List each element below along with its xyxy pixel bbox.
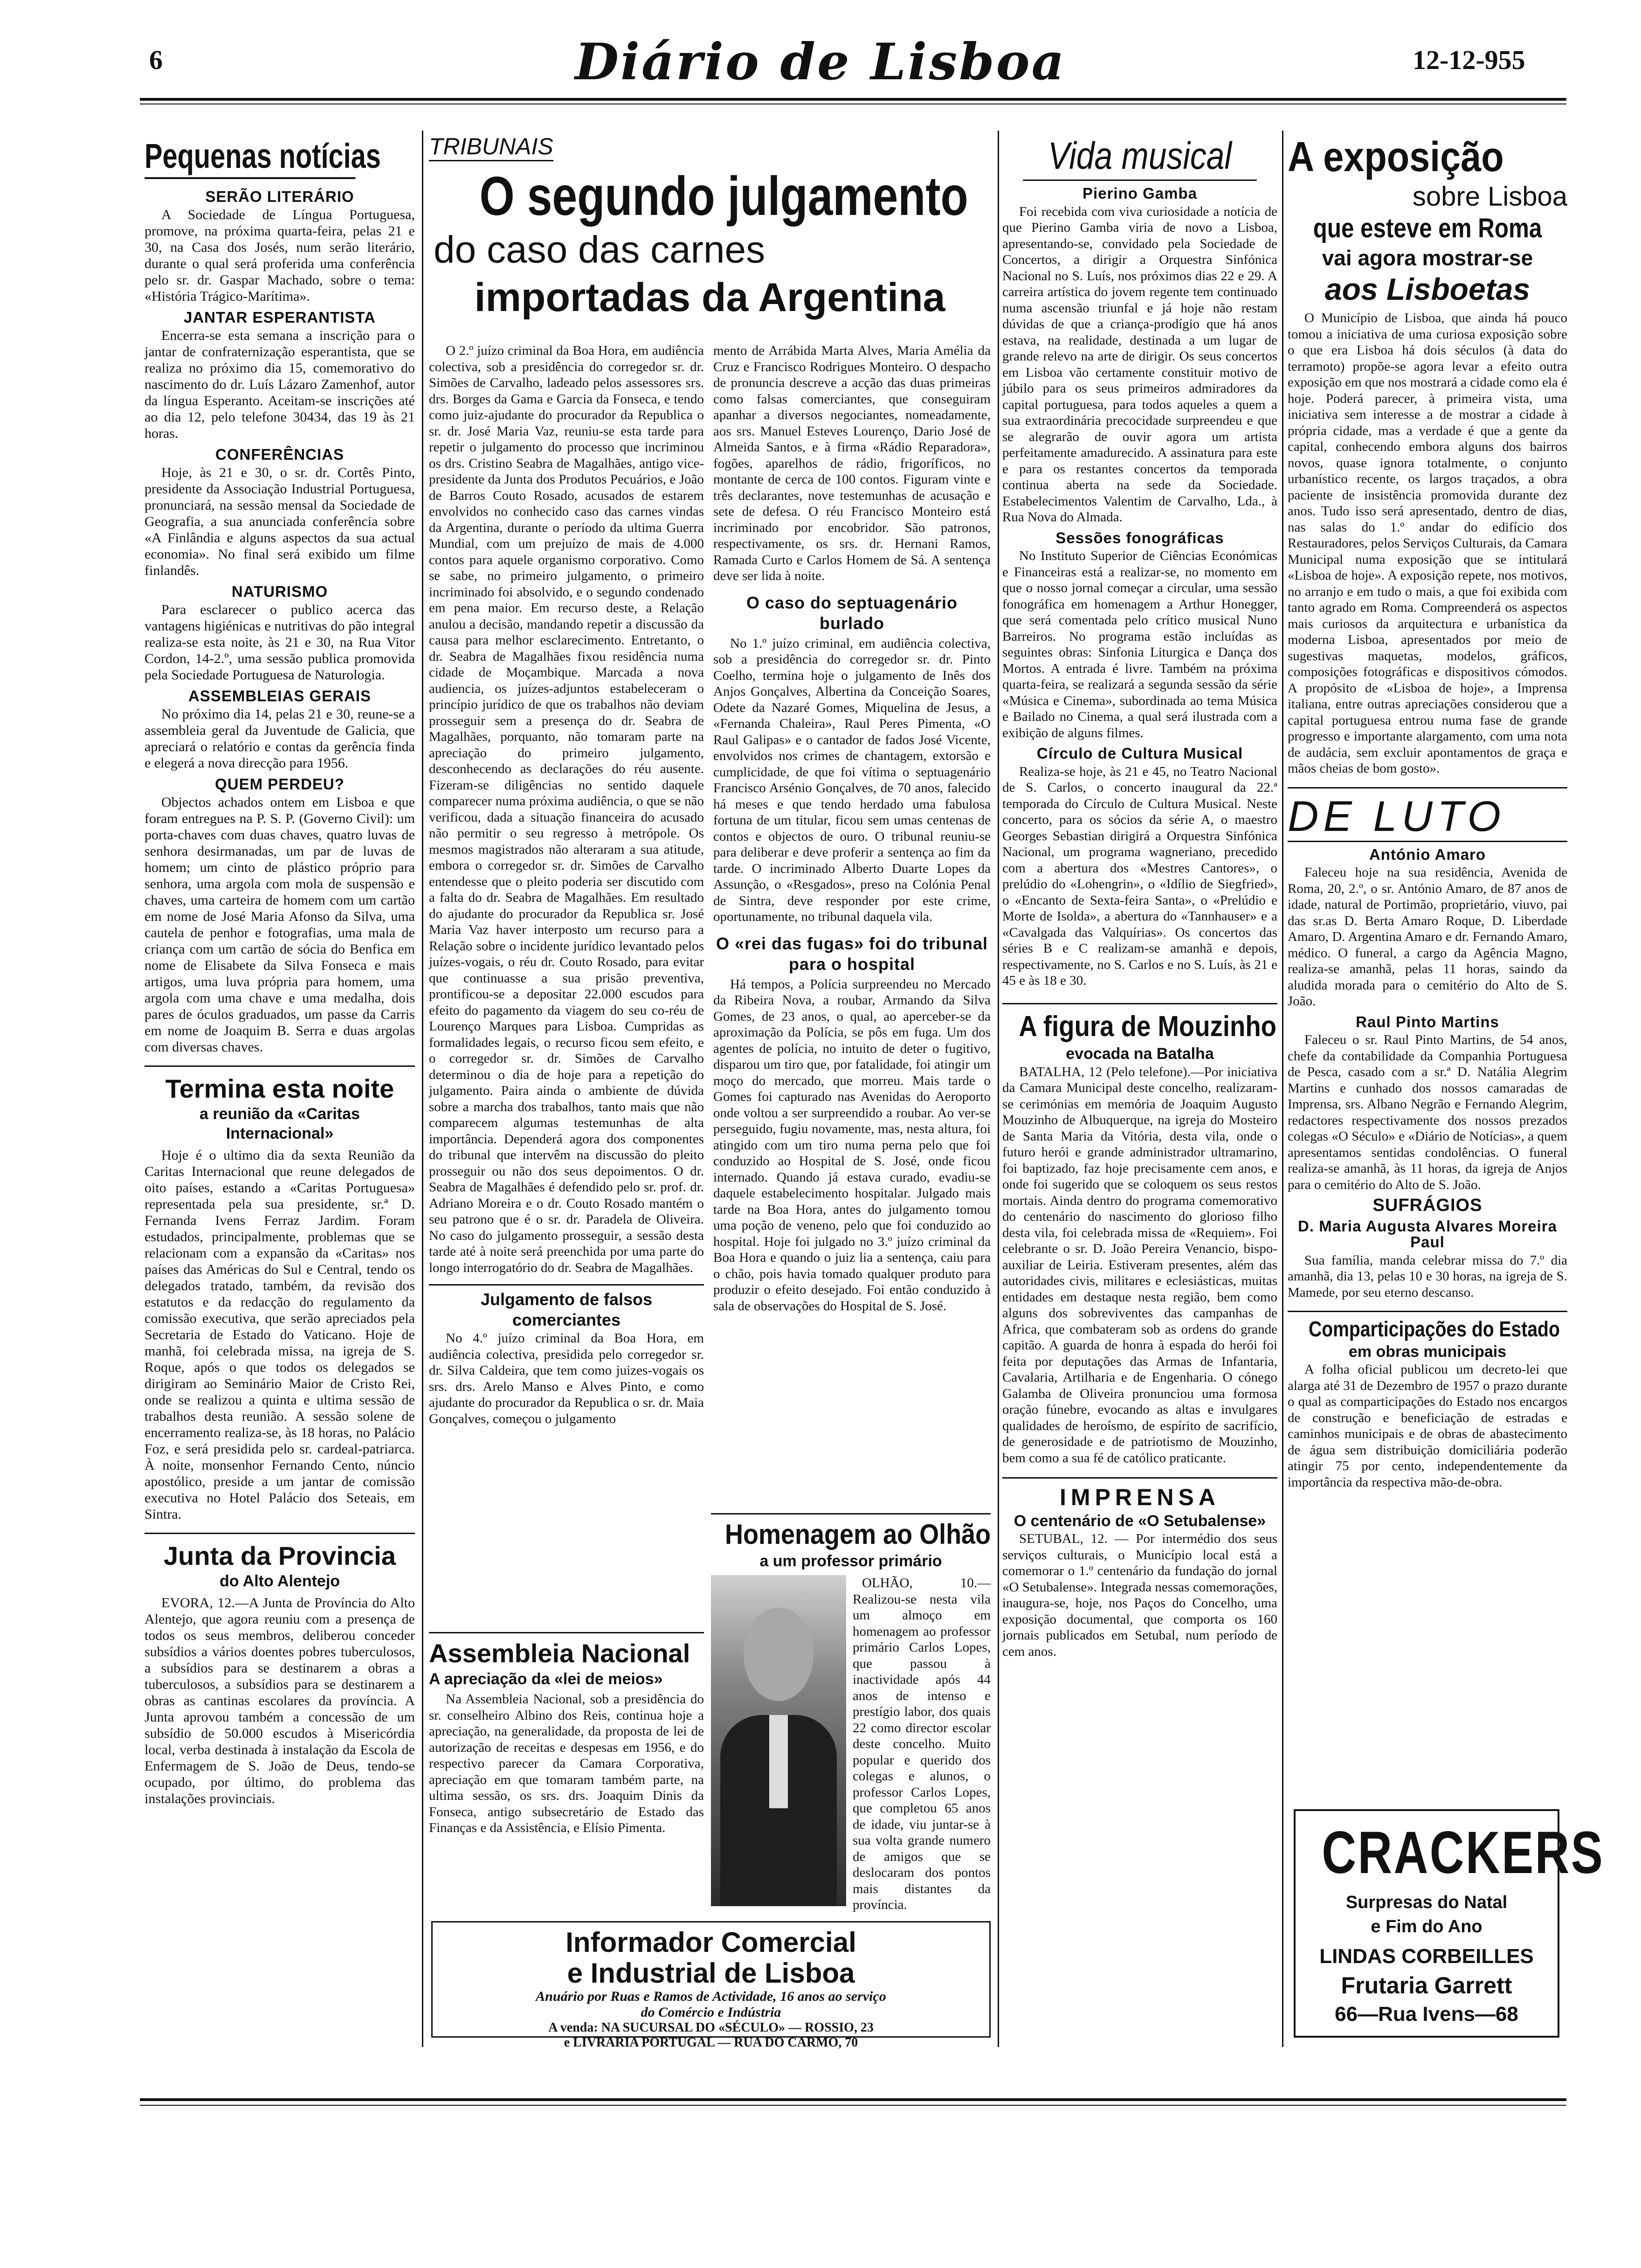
- column-rule: [998, 131, 999, 2047]
- article-termina: [145, 1065, 415, 1522]
- article-homenagem: [711, 1513, 991, 1913]
- ad-crackers: [1294, 1809, 1605, 2038]
- column-rule: [422, 131, 423, 2047]
- news-body: Faleceu hoje na sua residência, Avenida de Roma, 20, 2.º, o sr. António Amaro, de 87 anos de idade, natural de Portimão, proprietário, viuvo, pai das sr.as D. Berta Amaro Roque, D. Liberdade Amaro, D. Argentina Amaro e dr. Fernando Amaro, médico. O funeral, a cargo da Agência Magno, realiza-se amanhã, pelas 11 horas, saindo da aludida morada para o cemitério do Alto de S. João.: [1288, 865, 1567, 1009]
- article-body: Há tempos, a Polícia surpreendeu no Mercado da Ribeira Nova, a roubar, Armando da Silva Gomes, de 23 anos, o qual, ao aperceber-se da aproximação da Polícia, se pôs em fuga. Um dos agentes de polícia, no intuito de deter o fugitivo, disparou um tiro que, por fatalidade, foi atingir um moço do mercado, que morreu. Mais tarde o Gomes foi capturado nas Avenidas do Aeroporto onde voltou a ser surpreendido a roubar. Ao ver-se perseguido, fugiu novamente, mas, nesta altura, foi atingido com um tiro numa perna pelo que foi conduzido ao Hospital de S. José, onde ficou internado. Quando já estava curado, evadiu-se daquele estabelecimento hospitalar. Julgado mais tarde na Boa Hora, antes do julgamento tomou uma poção de veneno, pelo que foi conduzido ao hospital. Hoje foi julgado no 3.º juízo criminal da Boa Hora e quando o juiz lia a sentença, caiu para o chão, pois havia tomado qualquer produto para produzir o efeito desejado. Foi então conduzido à sala de observações do Hospital de S. José.: [713, 976, 991, 1314]
- article-mouzinho: [1002, 1003, 1277, 1466]
- ad-informador: [431, 1921, 991, 2050]
- article-junta: [145, 1533, 415, 1807]
- news-body: No próximo dia 14, pelas 21 e 30, reune-se a assembleia geral da Juventude de Galicia, que apreciará o relatório e contas da gerência finda e elegerá a nova direcção para 1956.: [145, 706, 415, 771]
- news-head: ASSEMBLEIAS GERAIS: [188, 687, 372, 705]
- article-title: Julgamento de falsos comerciantes: [480, 1290, 653, 1329]
- article-subtitle: A apreciação da «lei de meios»: [429, 1670, 663, 1688]
- article-tribunais: [429, 133, 991, 322]
- article-falsos: [429, 1284, 704, 1427]
- headline-line2: sobre Lisboa: [1412, 181, 1567, 212]
- news-head: António Amaro: [1369, 845, 1486, 863]
- ad-line: Anuário por Ruas e Ramos de Actividade, 16 anos ao serviço: [536, 1989, 886, 2004]
- article-subtitle: do Alto Alentejo: [219, 1572, 340, 1590]
- column-exposicao: [1288, 133, 1567, 1490]
- article-assembleia: [429, 1632, 704, 1836]
- article-title: Termina esta noite: [165, 1074, 394, 1103]
- article-body: EVORA, 12.—A Junta de Província do Alto Alentejo, que agora reuniu com a presença de todos os seus membros, deliberou conceder subsídios a vários doentes pobres tuberculosos, a subsídios para se destinarem a obras a tuberculosos, a subsídios para se destinarem a obras as cantinas escolares da província. A Junta aprovou também a concessão de um subsídio de 50.000 escudos à Misericórdia local, verba destinada à instalação da Escola de Enfermagem de S. João de Deus, tendo-se ocupado, por último, do problema das instalações provinciais.: [145, 1595, 415, 1806]
- news-body: Foi recebida com viva curiosidade a notícia de que Pierino Gamba viria de novo a Lisboa, apresentando-se, convidado pela Sociedade de Concertos, a dirigir a Orquestra Sinfónica Nacional no S. Luís, nos próximos dias 22 e 29. A carreira artística do jovem regente tem continuado numa ascensão triunfal e já hoje não restam dúvidas de que a criança-prodígio que há anos estava, na realidade, destinada a um lugar de grande relevo na arte de dirigir. Os seus concertos em Lisboa vão certamente constituir motivo de júbilo para os seus primeiros admiradores da capital portuguesa, para todos aqueles a quem a sua extraordinária precocidade surpreendeu e que se alegrarão de ouvir agora um artista perfeitamente amadurecido. A assinatura para este e para os restantes concertos da temporada continua aberta na sede da Sociedade. Estabelecimentos Valentim de Carvalho, Lda., à Rua Nova do Almada.: [1002, 204, 1277, 525]
- article-subtitle: em obras municipais: [1348, 1343, 1507, 1361]
- news-head: Raul Pinto Martins: [1356, 1013, 1499, 1030]
- ad-title: e Industrial de Lisboa: [567, 1957, 855, 1989]
- tribunais-col-a: [429, 343, 704, 1427]
- news-body: A Sociedade de Língua Portuguesa, promove, na próxima quarta-feira, pelas 21 e 30, na Casa dos Josés, num serão literário, durante o qual será proferida uma conferência pelo sr. dr. Gaspar Machado, sobre o tema: «História Trágico-Marítima».: [145, 207, 415, 304]
- article-body: SETUBAL, 12. — Por intermédio dos seus serviços culturais, o Município local está a comemorar o 1.º centenário da fundação do jornal «O Setubalense». Integrada nessas comemorações, inaugura-se, hoje, nos Paços do Concelho, uma exposição documental, que comporta os 160 jornais publicados em Setubal, num período de cem anos.: [1002, 1531, 1277, 1659]
- article-title: IMPRENSA: [1060, 1484, 1220, 1510]
- headline-line1: A exposição: [1288, 134, 1504, 180]
- article-title: Junta da Provincia: [164, 1541, 396, 1570]
- sept-title: O caso do septuagenário burlado: [746, 593, 958, 633]
- masthead-title: Diário de Lisboa: [575, 33, 1066, 91]
- section-title: Vida musical: [1023, 133, 1257, 181]
- article-body: mento de Arrábida Marta Alves, Maria Amélia da Cruz e Francisco Rodrigues Monteiro. O despacho de pronuncia descreve a acção das duas primeiras como falsas comerciantes, que conseguiram apanhar a diversos negociantes, nomeadamente, aos srs. Manuel Esteves Lourenço, Dario José de Almeida Santos, e à firma «Rádio Reparadora», fogões, aparelhos de rádio, frigoríficos, no montante de cerca de 100 contos. Figuram vinte e três declarantes, nove testemunhas de acusação e sete de defesa. O réu Francisco Monteiro está incriminado por encobridor. São patronos, respectivamente, os srs. dr. Hernani Ramos, Ramada Curto e Carlos Homem de Sá. A sentença deve ser lida à noite.: [713, 343, 991, 583]
- tribunais-col-b: [713, 343, 991, 1314]
- news-body: Sua família, manda celebrar missa do 7.º dia amanhã, dia 13, pelas 10 e 30 horas, na igreja de S. Mamede, por seu eterno descanso.: [1288, 1252, 1567, 1300]
- news-head: QUEM PERDEU?: [215, 775, 345, 793]
- kicker: TRIBUNAIS: [429, 133, 553, 161]
- article-comparticipacoes: [1288, 1311, 1567, 1490]
- article-body: O 2.º juízo criminal da Boa Hora, em audiência colectiva, sob a presidência do corregedor sr. dr. Simões de Carvalho, ladeado pelos assessores srs. drs. Borges da Gama e Garcia da Fonseca, e tendo como juiz-ajudante do procurador da Republica o sr. dr. José Maria Vaz, reuniu-se esta tarde para repetir o julgamento do processo que incriminou os drs. Cristino Seabra de Magalhães, antigo vice-presidente da Junta dos Produtos Pecuários, e João de Barros Couto Rosado, acusados de estarem envolvidos no conhecido caso das carnes vindas da Argentina, durante o período da ultima Guerra Mundial, com um prejuízo de mais de 4.000 contos para aquele organismo corporativo. Como se sabe, no primeiro julgamento, o primeiro incriminado foi absolvido, e o segundo condenado em pena maior. Em recurso deste, a Relação anulou a decisão, mandando repetir a discussão da causa para melhor esclarecimento. Entretanto, o dr. Seabra de Magalhães fixou residência numa cidade de Moçambique. Marcada a nova audiencia, os juízes-adjuntos estabeleceram o princípio jurídico de que os trabalhos não deviam prosseguir sem a presença do dr. Seabra de Magalhães, porquanto, não tomaram parte na apreciação do primeiro julgamento, desconhecendo as declarações do réu ausente. Fizeram-se diligências no sentido daquele comparecer numa próxima audiência, o que se não verificou, dada a situação financeira do acusado não permitir o seu regresso à metrópole. Os mesmos magistrados não alteraram a sua atitude, embora o corregedor sr. dr. Simões de Carvalho entendesse que o pleito poderia ser discutido com a falta do dr. Seabra de Magalhães. Em resultado do ajudante do procurador da Republica sr. José Maria Vaz haver interposto um recurso para a Relação sobre o incidente jurídico levantado pelos juízes-vogais, o réu dr. Couto Rosado, para evitar que continuasse a sua prisão preventiva, prontificou-se a depositar 22.000 escudos para efeito do pagamento da viagem do seu co-réu de Lourenço Marques para Lisboa. Cumpridas as formalidades legais, o recurso ficou sem efeito, e o corregedor sr. dr. Simões de Carvalho determinou o dia de hoje para a repetição do julgamento. Paira ainda o ambiente de dúvida sobre a marcha dos trabalhos, tanto mais que não comparecem algumas testemunhas de alta importância. Dependerá agora dos componentes do tribunal que intervêm na discussão do pleito prosseguir ou não dos seus depoimentos. O dr. Seabra de Magalhães é defendido pelo sr. prof. dr. Adriano Moreira e o dr. Couto Rosado mantém o seu patrono que é o sr. dr. Paradela de Oliveira. No caso do julgamento prosseguir, a sessão desta tarde até à noite será preenchida por uma parte do longo interrogatório do dr. Seabra de Magalhães.: [429, 343, 704, 1275]
- page-number: 6: [149, 45, 163, 75]
- news-head: Círculo de Cultura Musical: [1036, 745, 1243, 762]
- article-subtitle: a reunião da «Caritas Internacional»: [200, 1105, 360, 1142]
- news-head: SUFRÁGIOS: [1372, 1196, 1482, 1215]
- article-body: No 4.º juízo criminal da Boa Hora, em audiência colectiva, presidida pelo corregedor sr. dr. Silva Caldeira, que tem como juizes-vogais os srs. drs. Arelo Manso e Alves Pinto, e como ajudante do procurador da Republica o sr. dr. Maia Gonçalves, começou o julgamento: [429, 1331, 704, 1426]
- news-body: Encerra-se esta semana a inscrição para o jantar de confraternização esperantista, que se realiza no próximo dia 15, comemorativo do nascimento do dr. Luís Lázaro Zamenhof, autor da língua Esperanto. Aceitam-se inscrições até ao dia 12, pelo telefone 30434, das 19 às 21 horas.: [145, 328, 415, 441]
- ad-line: 66—Rua Ivens—68: [1335, 2003, 1518, 2026]
- section-title: Pequenas notícias: [145, 135, 355, 179]
- news-body: Faleceu o sr. Raul Pinto Martins, de 54 anos, chefe da contabilidade da Companhia Portuguesa de Pesca, casado com a sr.ª D. Natália Alegrim Martins e cunhado dos nossos camaradas de Imprensa, srs. Albano Negrão e Fernando Alegrim, redactores respectivamente dos nossos prezados colegas «O Século» e «Diário de Notícias», a quem apresentamos sentidas condolências. O funeral realiza-se amanhã, às 11 horas, da igreja de Anjos para o cemitério do Alto de S. João.: [1288, 1032, 1567, 1192]
- headline-line2: do caso das carnes: [434, 228, 765, 271]
- headline-line3: importadas da Argentina: [474, 275, 945, 320]
- article-subtitle: O centenário de «O Setubalense»: [1014, 1512, 1266, 1530]
- news-body: Hoje, às 21 e 30, o sr. dr. Cortês Pinto, presidente da Associação Industrial Portuguesa, pronunciará, na sessão mensal da Sociedade de Geografia, a sua anunciada conferência sobre «A Finlândia e alguns aspectos da sua actual economia». No final será exibido um filme finlandês.: [145, 465, 415, 578]
- news-body: No Instituto Superior de Ciências Económicas e Financeiras está a realizar-se, no momento em que o nosso jornal começar a circular, uma sessão fonográfica em homenagem a Arthur Honegger, que será comentada pelo crítico musical Nuno Barreiros. No programa estão incluídas as seguintes obras: Sinfonia Liturgica e Dança dos Mortos. A entrada é livre. Também na próxima quarta-feira, se realizará a segunda sessão da série «Música e Cinema», subordinada ao tema Música e Bailado no Cinema, a qual será ilustrada com a exibição de alguns filmes.: [1002, 548, 1277, 740]
- news-head: Pierino Gamba: [1083, 185, 1197, 202]
- news-body: Realiza-se hoje, às 21 e 45, no Teatro Nacional de S. Carlos, o concerto inaugural da 22.ª temporada do Círculo de Cultura Musical. Neste concerto, para os sócios da série A, o maestro Georges Sebastian dirigirá a Orquestra Sinfónica Nacional, um programa wagneriano, precedido com a abertura dos «Mestres Cantores», o prelúdio do «Lohengrin», o «Idílio de Siegfried», o «Encanto de Sexta-feira Santa», o «Prelúdio e Morte de Isolda», a abertura do «Tannhauser» e a «Cavalgada das Valquírias». Os concertos das séries B e C realizam-se amanhã e depois, respectivamente, no S. Carlos e no S. Luís, às 21 e 45 e às 18 e 30.: [1002, 764, 1277, 988]
- article-body: Na Assembleia Nacional, sob a presidência do sr. conselheiro Albino dos Reis, continua hoje a apreciação, na generalidade, da proposta de lei de autorização de receitas e despesas em 1956, e do respectivo parecer da Camara Corporativa, apreciação em que tomaram também parte, na ultima sessão, os srs. drs. Joaquim Dinis da Fonseca, antigo subsecretário de Estado das Finanças e da Assistência, e Elísio Pimenta.: [429, 1692, 704, 1835]
- news-head: Sessões fonográficas: [1055, 529, 1224, 546]
- article-body: BATALHA, 12 (Pelo telefone).—Por iniciativa da Camara Municipal deste concelho, realizaram-se cerimónias em memória de Joaquim Augusto Mouzinho de Albuquerque, na igreja do Mosteiro de Santa Maria da Vitória, desta vila, onde o futuro herói e grande administrador ultramarino, foi baptizado, faz hoje precisamente cem anos, e onde foi sugerido que se coloquem os seus restos mortais. Ainda dentro do programa comemorativo do centenário do nascimento do glorioso filho desta vila, foi celebrada missa de «Requiem». Foi celebrante o sr. D. João Pereira Venancio, bispo-auxiliar de Leiria. Estiveram presentes, além das autoridades civis, militares e eclesiásticas, muitas entidades em destaque nesta região, bem como alguns dos sobreviventes das campanhas de Africa, que combateram sob as ordens do grande capitão. A guarda de honra à espada do herói foi feita por deputações das Armas de Infantaria, Cavalaria, Artilharia e de Engenharia. O cónego Galamba de Oliveira pronunciou uma formosa oração fúnebre, evocando as altas e invulgares qualidades de heroísmo, de espírito de sacrifício, de generosidade e de patriotismo de Mouzinho, bem como a sua fé de católico praticante.: [1002, 1064, 1277, 1466]
- article-title: Comparticipações do Estado: [1309, 1317, 1560, 1341]
- article-imprensa: [1002, 1477, 1277, 1660]
- article-subtitle: evocada na Batalha: [1066, 1044, 1214, 1063]
- article-body: A folha oficial publicou um decreto-lei que alarga até 31 de Dezembro de 1957 o prazo durante o qual as comparticipações do Estado nos encargos de construção e beneficiação de estradas e caminhos municipais e de obras de abastecimento de água sem distribuição domiciliária poderão atingir 75 por cento, independentemente da importância da respectiva mão-de-obra.: [1288, 1362, 1567, 1490]
- ad-line: e Fim do Ano: [1371, 1917, 1482, 1936]
- article-body: No 1.º juízo criminal, em audiência colectiva, sob a presidência do corregedor sr. dr. Pinto Coelho, termina hoje o julgamento de Inês dos Anjos Gonçalves, Albertina da Conceição Soares, Odete da Nazaré Gomes, Miquelina de Jesus, a «Fernanda Chaleira», Raul Peres Pimenta, «O Raul Galipas» e o cantador de fados José Vicente, envolvidos nos crimes de chantagem, extorsão e cumplicidade, de que foi vítima o septuagenário Francisco Arsénio Gonçalves, de 70 anos, falecido há meses e que tendo herdado uma fabulosa fortuna de um titular, ficou sem umas centenas de contos e objectos de ouro. O tribunal reuniu-se para deliberar e deve proferir a sentença ao fim da tarde. O incriminado Alberto Duarte Lopes da Assunção, o «Resgados», preso na Colónia Penal de Sintra, deve responder por este crime, oportunamente, no tribunal daquela vila.: [713, 636, 991, 924]
- news-head: JANTAR ESPERANTISTA: [184, 309, 376, 326]
- news-body: Objectos achados ontem em Lisboa e que foram entregues na P. S. P. (Governo Civil): um porta-chaves com duas chaves, quatro luvas de senhora desirmanadas, um par de luvas de homem; um cinto de plástico próprio para senhora, uma argola com mola de suspensão e chaves, uma carteira de homem com um cartão em nome de José Maria Afonso da Silva, uma cautela de penhor e fotografias, uma mala de criança com um cartão de sócia do Benfica em nome de Elisabete da Silva Fonseca e mais artigos, uma luva própria para homem, uma argola com uma chave e uma medalha, dois pares de óculos graduados, um passe da Carris em nome de Joaquim B. Serra e duas argolas com diversas chaves.: [145, 795, 415, 1055]
- headline-line3: que esteve em Roma: [1313, 213, 1542, 243]
- article-title: A figura de Mouzinho: [1019, 1010, 1277, 1043]
- news-body: Para esclarecer o publico acerca das vantagens higiénicas e nutritivas do pão integral realiza-se esta noite, às 21 e 30, na Rua Vitor Cordon, 14-2.º, uma sessão publica promovida pela Sociedade Portuguesa de Naturologia.: [145, 602, 415, 683]
- news-items: [145, 188, 415, 1055]
- article-subtitle: a um professor primário: [759, 1552, 942, 1570]
- column-pequenas-noticias: [145, 135, 415, 1807]
- masthead-date: 12-12-955: [1413, 45, 1525, 75]
- headline-line4: vai agora mostrar-se: [1322, 246, 1533, 270]
- headline-line5: aos Lisboetas: [1324, 272, 1531, 306]
- masthead-rule: [140, 98, 1566, 101]
- ad-brand: CRACKERS: [1322, 1819, 1605, 1886]
- ad-line: LINDAS CORBEILLES: [1319, 1945, 1534, 1968]
- section-title: DE LUTO: [1288, 792, 1567, 842]
- column-vida-musical: [1002, 133, 1277, 1660]
- news-head: CONFERÊNCIAS: [215, 446, 345, 463]
- article-body: Hoje é o ultimo dia da sexta Reunião da Caritas Internacional que reune delegados de oito países, estando a «Caritas Portuguesa» representada pela sua presidente, sr.ª D. Fernanda Ivens Ferraz Jardim. Foram estudados, principalmente, problemas que se relacionam com a expansão da «Caritas» nos países das Américas do Sul e Central, tendo os delegados tratado, também, da revisão dos estatutos e da redacção do regulamento da comissão executiva, que serão apreciados pela Secretaria de Estado do Vaticano. Hoje de manhã, foi celebrada missa, na igreja de S. Roque, após o que todos os delegados se dirigiram ao Seminário Maior de Cristo Rei, onde se realizou a quinta e ultima sessão de trabalhos desta reunião. A sessão solene de encerramento realiza-se, às 18 horas, no Palácio Foz, e será presidida pelo sr. cardeal-patriarca. À noite, monsenhor Fernando Cento, núncio apostólico, preside a um jantar de comissão executiva no Hotel Palácio dos Seteais, em Sintra.: [145, 1148, 415, 1522]
- ad-line: e LIVRARIA PORTUGAL — RUA DO CARMO, 70: [564, 2035, 858, 2050]
- ad-line: do Comércio e Indústria: [641, 2005, 781, 2020]
- news-head: D. Maria Augusta Alvares Moreira Paul: [1298, 1217, 1557, 1251]
- ad-line: A venda: NA SUCURSAL DO «SÉCULO» — ROSSIO, 23: [548, 2020, 874, 2035]
- news-head: NATURISMO: [231, 583, 328, 600]
- column-rule: [1282, 131, 1283, 2047]
- headline-line1: O segundo julgamento: [479, 166, 968, 227]
- ad-title: Informador Comercial: [565, 1927, 856, 1958]
- article-luto: [1288, 787, 1567, 1301]
- footer-rule: [140, 2098, 1566, 2101]
- ad-line: Surpresas do Natal: [1345, 1893, 1508, 1912]
- article-title: Homenagem ao Olhão: [725, 1519, 991, 1550]
- footer-rule-2: [140, 2105, 1566, 2106]
- ad-line: Frutaria Garrett: [1341, 1972, 1512, 1998]
- portrait-photo: [711, 1575, 846, 1906]
- article-title: Assembleia Nacional: [429, 1639, 690, 1668]
- fugas-title: O «rei das fugas» foi do tribunal para o hospital: [716, 933, 988, 974]
- news-head: SERÃO LITERÁRIO: [205, 188, 354, 205]
- article-body: OLHÃO, 10.—Realizou-se nesta vila um almoço em homenagem ao professor primário Carlos Lopes, que passou à inactividade após 44 anos de intenso e prestígio labor, dos quais 22 como director escolar deste concelho. Muito popular e querido dos colegas e alunos, o professor Carlos Lopes, que completou 65 anos de idade, viu juntar-se à sua volta grande numero de amigos que se deslocaram dos pontos mais distantes da província.: [853, 1576, 991, 1912]
- article-body: O Município de Lisboa, que ainda há pouco tomou a iniciativa de uma curiosa exposição sobre o que era Lisboa há dois séculos (à data do terramoto) propõe-se agora levar a efeito outra exposição em que nos mostrará a cidade como ela é hoje. Poderá parecer, à primeira vista, uma iniciativa sem interesse a de mostrar a cidade à própria cidade, mas a verdade é que a gente da capital, conhecendo embora alguns dos bairros novos, quase ignora totalmente, o conjunto urbanístico recente, os largos traçados, a obra paciente de insistência promovida durante dez anos. Tudo isso será apresentado, dentro de dias, nas salas do 1.º andar do edifício dos Restauradores, pelos Serviços Culturais, da Camara Municipal numa exposição que se intitulará «Lisboa de hoje». A exposição repete, nos motivos, no arranjo e em tudo o mais, a que foi exibida com tanto agrado em Roma. Compreenderá os aspectos mais curiosos da arquitectura e urbanística da moderna Lisboa, apresentados por meio de sugestivas maquetas, modelos, gráficos, composições fotográficas e dispositivos cómodos. A propósito de «Lisboa de hoje», a Imprensa italiana, entre outras apreciações considerou que a capital portuguesa entrou numa fase de grande progresso e importante alargamento, com uma nota de audácia, sem excluir apontamentos de graça e mãos cheias de bom gosto».: [1288, 311, 1567, 776]
